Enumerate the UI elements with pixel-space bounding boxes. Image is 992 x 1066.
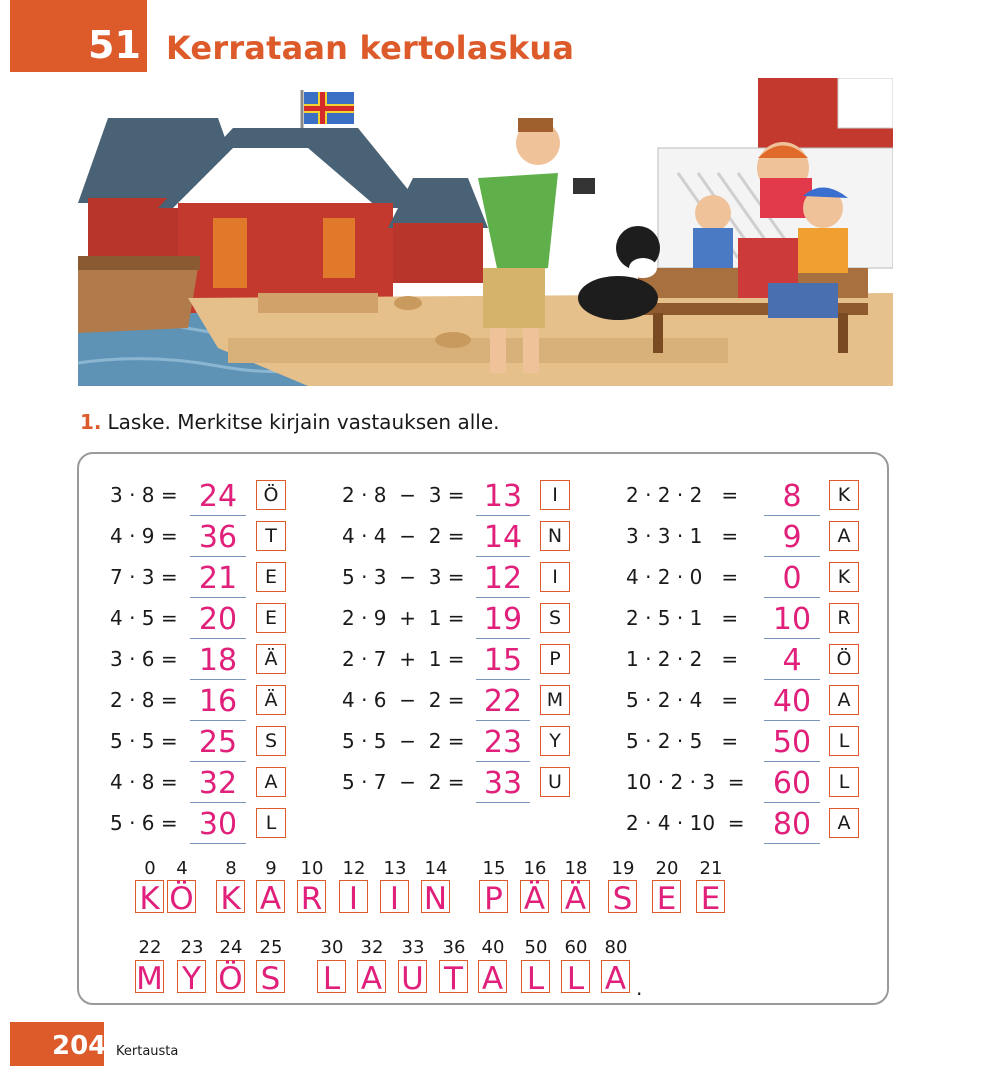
solution-letter-box: Ö: [216, 960, 245, 993]
solution-letter-box: Ö: [167, 880, 196, 913]
letter-box: A: [829, 808, 859, 838]
expression: 4 · 9 =: [110, 524, 178, 548]
code-number: 50: [524, 937, 548, 958]
code-number: 36: [442, 937, 466, 958]
letter-box: Ö: [829, 644, 859, 674]
solution-letter-box: N: [421, 880, 450, 913]
solution-letter-box: S: [608, 880, 637, 913]
letter-box: L: [829, 726, 859, 756]
expression: 3 · 8 =: [110, 483, 178, 507]
handwritten-answer: 23: [476, 724, 530, 758]
solution-letter-box: T: [439, 960, 468, 993]
handwritten-answer: 36: [190, 519, 246, 553]
solution-letter-box: Y: [177, 960, 206, 993]
expression: 3 · 3 · 1 =: [626, 524, 739, 548]
letter-box: E: [256, 562, 286, 592]
solution-letter-box: L: [317, 960, 346, 993]
code-number: 60: [564, 937, 588, 958]
letter-box: E: [256, 603, 286, 633]
code-number: 80: [604, 937, 628, 958]
letter-box: K: [829, 480, 859, 510]
code-number: 33: [401, 937, 425, 958]
code-number: 23: [180, 937, 204, 958]
expression: 5 · 3 − 3 =: [342, 565, 465, 589]
solution-letter-box: R: [297, 880, 326, 913]
expression: 4 · 4 − 2 =: [342, 524, 465, 548]
expression: 5 · 5 =: [110, 729, 178, 753]
letter-box: Y: [540, 726, 570, 756]
letter-box: Ä: [256, 685, 286, 715]
exercise-row: [79, 478, 887, 512]
code-number: 30: [320, 937, 344, 958]
solution-letter-box: U: [398, 960, 427, 993]
solution-letter-box: A: [256, 880, 285, 913]
letter-box: A: [256, 767, 286, 797]
letter-box: Ä: [256, 644, 286, 674]
expression: 4 · 6 − 2 =: [342, 688, 465, 712]
handwritten-answer: 60: [764, 765, 820, 799]
page-number: 204: [52, 1031, 107, 1061]
expression: 2 · 4 · 10 =: [626, 811, 745, 835]
handwritten-answer: 40: [764, 683, 820, 717]
code-number: 9: [265, 858, 277, 879]
harbour-scene-illustration: [78, 78, 893, 386]
exercise-row: [79, 683, 887, 717]
code-number: 40: [481, 937, 505, 958]
handwritten-answer: 24: [190, 478, 246, 512]
section-name: Kertausta: [116, 1044, 179, 1059]
code-number: 32: [360, 937, 384, 958]
handwritten-answer: 15: [476, 642, 530, 676]
handwritten-answer: 18: [190, 642, 246, 676]
code-number: 16: [523, 858, 547, 879]
letter-box: I: [540, 480, 570, 510]
handwritten-answer: 16: [190, 683, 246, 717]
expression: 5 · 2 · 4 =: [626, 688, 739, 712]
handwritten-answer: 14: [476, 519, 530, 553]
handwritten-answer: 10: [764, 601, 820, 635]
page-title: Kerrataan kertolaskua: [166, 29, 575, 67]
solution-letter-box: E: [652, 880, 681, 913]
expression: 2 · 5 · 1 =: [626, 606, 739, 630]
expression: 5 · 6 =: [110, 811, 178, 835]
handwritten-answer: 25: [190, 724, 246, 758]
exercise-row: [79, 724, 887, 758]
code-number: 19: [611, 858, 635, 879]
letter-box: P: [540, 644, 570, 674]
expression: 1 · 2 · 2 =: [626, 647, 739, 671]
code-number: 25: [259, 937, 283, 958]
handwritten-answer: 4: [764, 642, 820, 676]
handwritten-answer: 20: [190, 601, 246, 635]
code-number: 15: [482, 858, 506, 879]
solution-letter-box: K: [216, 880, 245, 913]
exercise-row: [79, 642, 887, 676]
code-number: 20: [655, 858, 679, 879]
task-instruction: Laske. Merkitse kirjain vastauksen alle.: [107, 410, 500, 434]
letter-box: T: [256, 521, 286, 551]
code-number: 21: [699, 858, 723, 879]
code-number: 4: [176, 858, 188, 879]
code-number: 18: [564, 858, 588, 879]
expression: 5 · 7 − 2 =: [342, 770, 465, 794]
letter-box: N: [540, 521, 570, 551]
handwritten-answer: 9: [764, 519, 820, 553]
solution-letter-box: M: [136, 961, 163, 997]
letter-box: L: [829, 767, 859, 797]
solution-letter-box: A: [357, 960, 386, 993]
solution-letter-box: I: [380, 880, 409, 913]
solution-letter-box: I: [339, 880, 368, 913]
solution-letter-box: S: [256, 960, 285, 993]
code-number: 14: [424, 858, 448, 879]
expression: 2 · 8 =: [110, 688, 178, 712]
code-number: 24: [219, 937, 243, 958]
expression: 5 · 5 − 2 =: [342, 729, 465, 753]
handwritten-answer: 33: [476, 765, 530, 799]
code-number: 13: [383, 858, 407, 879]
expression: 3 · 6 =: [110, 647, 178, 671]
letter-box: M: [540, 685, 570, 715]
letter-box: U: [540, 767, 570, 797]
handwritten-answer: 32: [190, 765, 246, 799]
handwritten-answer: 22: [476, 683, 530, 717]
letter-box: A: [829, 521, 859, 551]
handwritten-answer: 12: [476, 560, 530, 594]
task-number: 1.: [80, 410, 102, 434]
solution-letter-box: A: [601, 960, 630, 993]
expression: 7 · 3 =: [110, 565, 178, 589]
code-number: 0: [144, 858, 156, 879]
expression: 2 · 2 · 2 =: [626, 483, 739, 507]
expression: 4 · 8 =: [110, 770, 178, 794]
expression: 2 · 9 + 1 =: [342, 606, 465, 630]
handwritten-answer: 30: [190, 806, 246, 840]
expression: 2 · 8 − 3 =: [342, 483, 465, 507]
letter-box: I: [540, 562, 570, 592]
code-number: 22: [138, 937, 162, 958]
exercise-row: [79, 560, 887, 594]
letter-box: Ö: [256, 480, 286, 510]
handwritten-answer: 13: [476, 478, 530, 512]
letter-box: R: [829, 603, 859, 633]
solution-letter-box: K: [135, 880, 164, 913]
handwritten-answer: 8: [764, 478, 820, 512]
solution-letter-box: L: [561, 960, 590, 993]
solution-end-mark: .: [636, 976, 643, 1000]
letter-box: S: [256, 726, 286, 756]
code-number: 10: [300, 858, 324, 879]
exercise-row: [79, 765, 887, 799]
solution-letter-box: L: [521, 960, 550, 993]
handwritten-answer: 0: [764, 560, 820, 594]
solution-letter-box: E: [696, 880, 725, 913]
solution-letter-box: Ä: [520, 880, 549, 913]
expression: 2 · 7 + 1 =: [342, 647, 465, 671]
handwritten-answer: 21: [190, 560, 246, 594]
letter-box: L: [256, 808, 286, 838]
solution-letter-box: Ä: [561, 880, 590, 913]
exercise-row: [79, 806, 887, 840]
exercise-row: [79, 519, 887, 553]
code-number: 8: [225, 858, 237, 879]
letter-box: A: [829, 685, 859, 715]
expression: 4 · 2 · 0 =: [626, 565, 739, 589]
expression: 4 · 5 =: [110, 606, 178, 630]
letter-box: S: [540, 603, 570, 633]
exercise-box: [77, 452, 889, 1005]
solution-letter-box: A: [478, 960, 507, 993]
handwritten-answer: 80: [764, 806, 820, 840]
expression: 5 · 2 · 5 =: [626, 729, 739, 753]
handwritten-answer: 19: [476, 601, 530, 635]
solution-letter-box: P: [479, 880, 508, 913]
chapter-number: 51: [88, 23, 141, 67]
handwritten-answer: 50: [764, 724, 820, 758]
letter-box: K: [829, 562, 859, 592]
exercise-row: [79, 601, 887, 635]
task-heading: [80, 412, 500, 432]
code-number: 12: [342, 858, 366, 879]
expression: 10 · 2 · 3 =: [626, 770, 745, 794]
